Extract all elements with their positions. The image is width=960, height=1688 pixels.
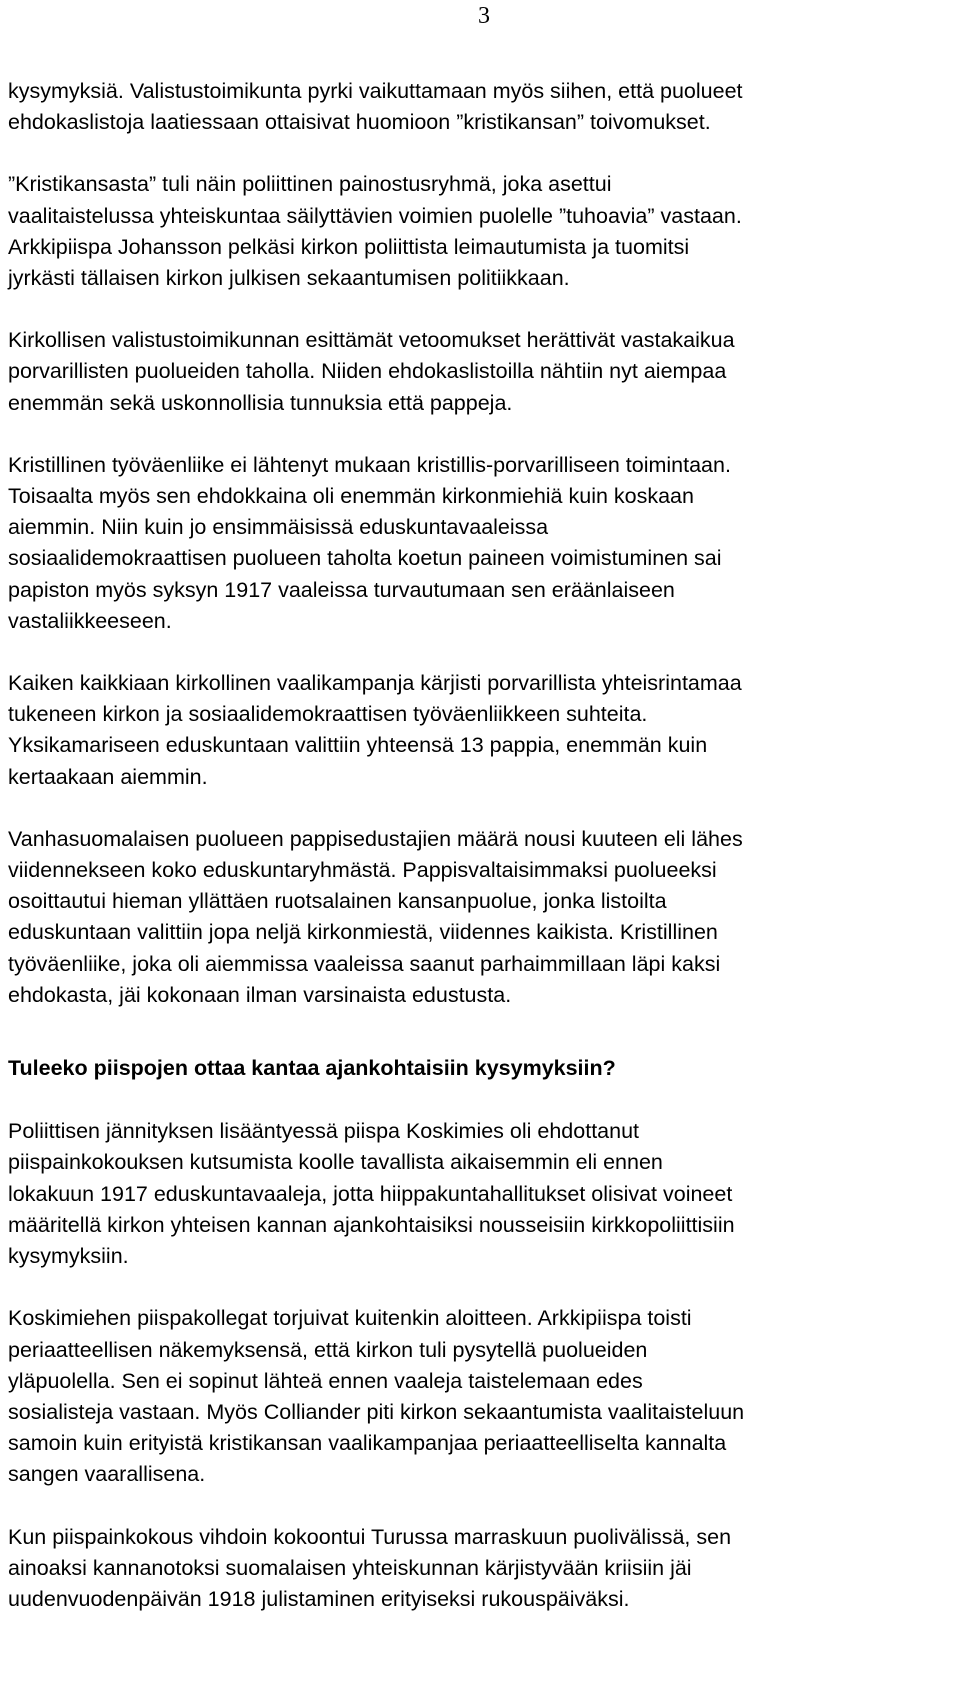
text-line: ehdokaslistoja laatiessaan ottaisivat huomioon ”kristikansan” toivomukset. [8,110,711,135]
text-line: Koskimiehen piispakollegat torjuivat kuitenkin aloitteen. Arkkipiispa toisti [8,1306,692,1331]
text-line: Poliittisen jännityksen lisääntyessä piispa Koskimies oli ehdottanut [8,1119,640,1144]
text-line: eduskuntaan valittiin jopa neljä kirkonmiestä, viidennes kaikista. Kristillinen [8,920,718,945]
text-line: kysymyksiä. Valistustoimikunta pyrki vaikuttamaan myös siihen, että puolueet [8,79,743,103]
text-line: uudenvuodenpäivän 1918 julistaminen erityiseksi rukouspäiväksi. [8,1586,630,1611]
text-line: sosialisteja vastaan. Myös Colliander piti kirkon sekaantumista vaalitaisteluun [8,1399,745,1424]
paragraph [8,325,958,419]
text-line: sangen vaarallisena. [8,1462,206,1487]
paragraph [8,668,958,793]
text-line: ainoaksi kannanotoksi suomalaisen yhteiskunnan kärjistyvään kriisiin jäi [8,1555,692,1580]
text-line: samoin kuin erityistä kristikansan vaalikampanjaa periaatteelliselta kannalta [8,1431,727,1456]
paragraph [8,76,958,138]
text-line: kertaakaan aiemmin. [8,764,208,789]
text-line: vastaliikkeeseen. [8,608,172,633]
paragraph [8,169,958,294]
text-line: osoittautui hieman yllättäen ruotsalainen kansanpuolue, jonka listoilta [8,889,667,914]
text-line: aiemmin. Niin kuin jo ensimmäisissä eduskuntavaaleissa [8,515,549,540]
text-line: ”Kristikansasta” tuli näin poliittinen painostusryhmä, joka asettui [8,172,612,197]
text-line: viidennekseen koko eduskuntaryhmästä. Pappisvaltaisimmaksi puolueeksi [8,858,717,883]
text-line: porvarillisten puolueiden taholla. Niiden ehdokaslistoilla nähtiin nyt aiempaa [8,359,727,384]
text-line: Kaiken kaikkiaan kirkollinen vaalikampanja kärjisti porvarillista yhteisrintamaa [8,671,742,696]
document-body [8,76,958,1615]
text-line: papiston myös syksyn 1917 vaaleissa turvautumaan sen eräänlaiseen [8,577,675,602]
text-line: Kun piispainkokous vihdoin kokoontui Turussa marraskuun puolivälissä, sen [8,1524,732,1549]
paragraph [8,1303,958,1490]
paragraph [8,1522,958,1616]
text-line: piispainkokouksen kutsumista koolle tavallista aikaisemmin eli ennen [8,1150,663,1175]
text-line: Vanhasuomalaisen puolueen pappisedustajien määrä nousi kuuteen eli lähes [8,826,743,851]
paragraph [8,824,958,1011]
text-line: enemmän sekä uskonnollisia tunnuksia että pappeja. [8,390,513,415]
text-line: määritellä kirkon yhteisen kannan ajankohtaisiksi nousseisiin kirkkopoliittisiin [8,1212,735,1237]
text-line: jyrkästi tällaisen kirkon julkisen sekaantumisen politiikkaan. [8,266,570,291]
text-line: Kristillinen työväenliike ei lähtenyt mukaan kristillis-porvarilliseen toimintaan. [8,452,731,477]
text-line: yläpuolella. Sen ei sopinut lähteä ennen vaaleja taistelemaan edes [8,1368,643,1393]
text-line: tukeneen kirkon ja sosiaalidemokraattisen työväenliikkeen suhteita. [8,702,648,727]
text-line: sosiaalidemokraattisen puolueen taholta koetun paineen voimistuminen sai [8,546,722,571]
text-line: kysymyksiin. [8,1244,129,1269]
text-line: Yksikamariseen eduskuntaan valittiin yhteensä 13 pappia, enemmän kuin [8,733,708,758]
text-line: ehdokasta, jäi kokonaan ilman varsinaista edustusta. [8,982,512,1007]
text-line: lokakuun 1917 eduskuntavaaleja, jotta hiippakuntahallitukset olisivat voineet [8,1181,733,1206]
paragraph [8,450,958,637]
section-heading: Tuleeko piispojen ottaa kantaa ajankohtaisiin kysymyksiin? [8,1056,616,1081]
text-line: periaatteellisen näkemyksensä, että kirkon tuli pysytellä puolueiden [8,1337,648,1362]
page-number: 3 [478,3,490,29]
text-line: Toisaalta myös sen ehdokkaina oli enemmän kirkonmiehiä kuin koskaan [8,484,694,509]
text-line: Arkkipiispa Johansson pelkäsi kirkon poliittista leimautumista ja tuomitsi [8,234,690,259]
text-line: Kirkollisen valistustoimikunnan esittämät vetoomukset herättivät vastakaikua [8,328,735,353]
text-line: vaalitaistelussa yhteiskuntaa säilyttävien voimien puolelle ”tuhoavia” vastaan. [8,203,742,228]
text-line: työväenliike, joka oli aiemmissa vaaleissa saanut parhaimmillaan läpi kaksi [8,951,721,976]
paragraph [8,1116,958,1272]
